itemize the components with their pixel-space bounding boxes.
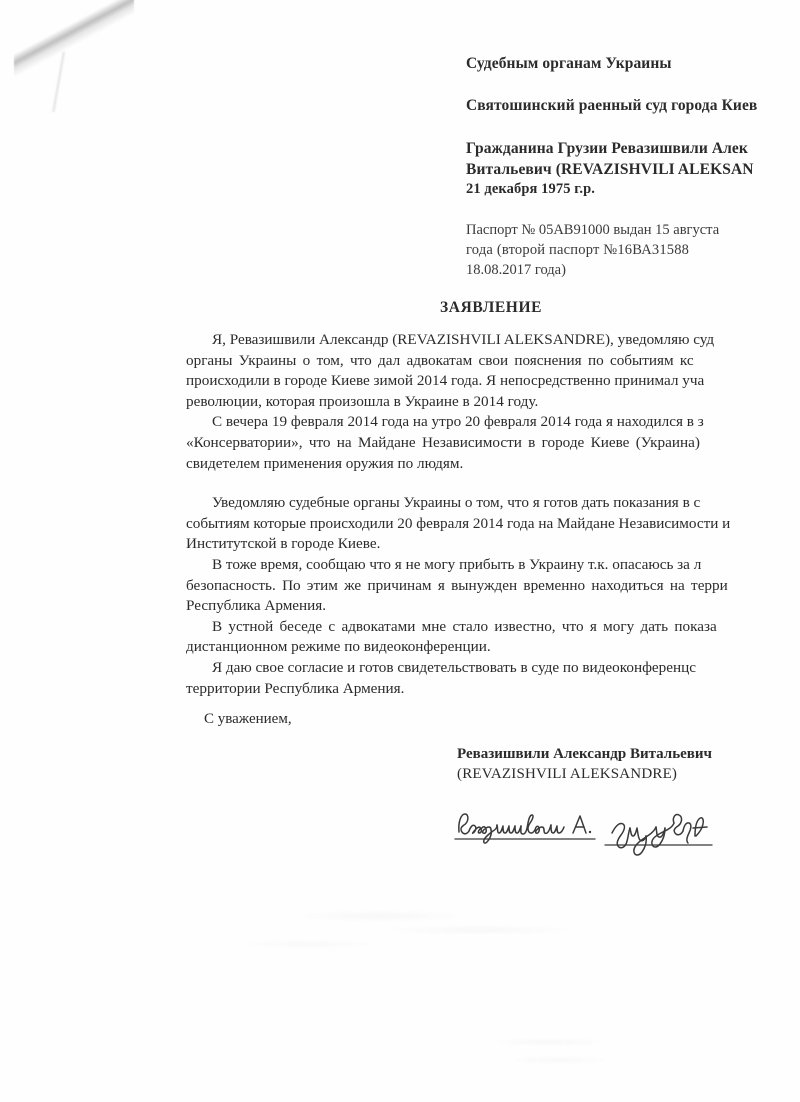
signer-name-cyrillic: Ревазишвили Александр Витальевич [457, 746, 712, 762]
paragraph-1-line-1: Я, Ревазишвили Александр (REVAZISHVILI ALEKSANDRE), уведомляю суд [212, 331, 715, 348]
paragraph-1-line-4: революции, которая произошла в Украине в 2014 году. [186, 392, 539, 410]
closing-salutation: С уважением, [204, 711, 292, 727]
signature-label-first [450, 868, 451, 869]
scan-ghost-text-artifact [150, 900, 670, 980]
passport-number-line: Паспорт № 05АВ91000 выдан 15 августа [466, 222, 720, 238]
paragraph-1-line-3: происходили в городе Киеве зимой 2014 года. Я непосредственно принимал уча [186, 372, 705, 390]
passport-issue-date-line: 18.08.2017 года) [466, 262, 566, 278]
paragraph-3-line-3: Институтской в городе Киеве. [186, 535, 381, 553]
scan-corner-fold-artifact [14, 0, 134, 80]
paragraph-6-line-2: территории Республика Армения. [186, 679, 405, 697]
paragraph-5-line-1: В устной беседе с адвокатами мне стало известно, что я могу дать показа [212, 617, 717, 635]
signature-strokes [450, 798, 770, 868]
applicant-citizenship-name: Гражданина Грузии Ревазишвили Алек [466, 140, 748, 157]
document-body [186, 330, 800, 699]
signer-name-block [457, 744, 712, 784]
paragraph-5-line-2: дистанционном режиме по видеоконференции. [186, 638, 491, 656]
applicant-patronymic-latin: Витальевич (REVAZISHVILI ALEKSAN [466, 160, 754, 178]
signer-name-latin: (REVAZISHVILI ALEKSANDRE) [457, 766, 678, 782]
paragraph-4-line-3: Республика Армения. [186, 597, 327, 615]
scan-corner-shadow-artifact [50, 52, 66, 112]
paragraph-3-line-2: событиям которые происходили 20 февраля 2014 года на Майдане Независимости и [186, 514, 731, 532]
paragraph-1-line-2: органы Украины о том, что дал адвокатам свои пояснения по событиям кс [186, 351, 694, 369]
passport-second-number-line: года (второй паспорт №16ВА31588 [466, 242, 690, 258]
paragraph-4-line-1: В тоже время, сообщаю что я не могу прибыть в Украину т.к. опасаюсь за л [212, 555, 702, 573]
paragraph-2-line-1: С вечера 19 февраля 2014 года на утро 20 февраля 2014 года я находился в з [212, 413, 704, 431]
passport-details-block [466, 220, 800, 280]
paragraph-6-line-1: Я даю свое согласие и готов свидетельствовать в суде по видеоконференцс [212, 658, 696, 676]
addressee-court-name: Святошинский раенный суд города Киев [466, 96, 758, 114]
paragraph-3-line-1: Уведомляю судебные органы Украины о том, что я готов дать показания в с [212, 494, 701, 512]
paragraph-2-line-3: свидетелем применения оружия по людям. [186, 454, 464, 472]
paragraph-2-line-2: «Консерватории», что на Майдане Независимости в городе Киеве (Украина) [186, 433, 700, 451]
applicant-birthdate: 21 декабря 1975 г.р. [466, 181, 595, 197]
document-title: ЗАЯВЛЕНИЕ [440, 299, 543, 316]
handwritten-signature-area [450, 798, 770, 868]
addressee-court-authority: Судебным органам Украины [466, 55, 672, 72]
paragraph-4-line-2: безопасность. По этим же причинам я вынужден временно находиться на терри [186, 576, 728, 594]
addressee-header-block [466, 56, 800, 197]
scan-ghost-text-artifact-secondary [440, 1030, 670, 1080]
